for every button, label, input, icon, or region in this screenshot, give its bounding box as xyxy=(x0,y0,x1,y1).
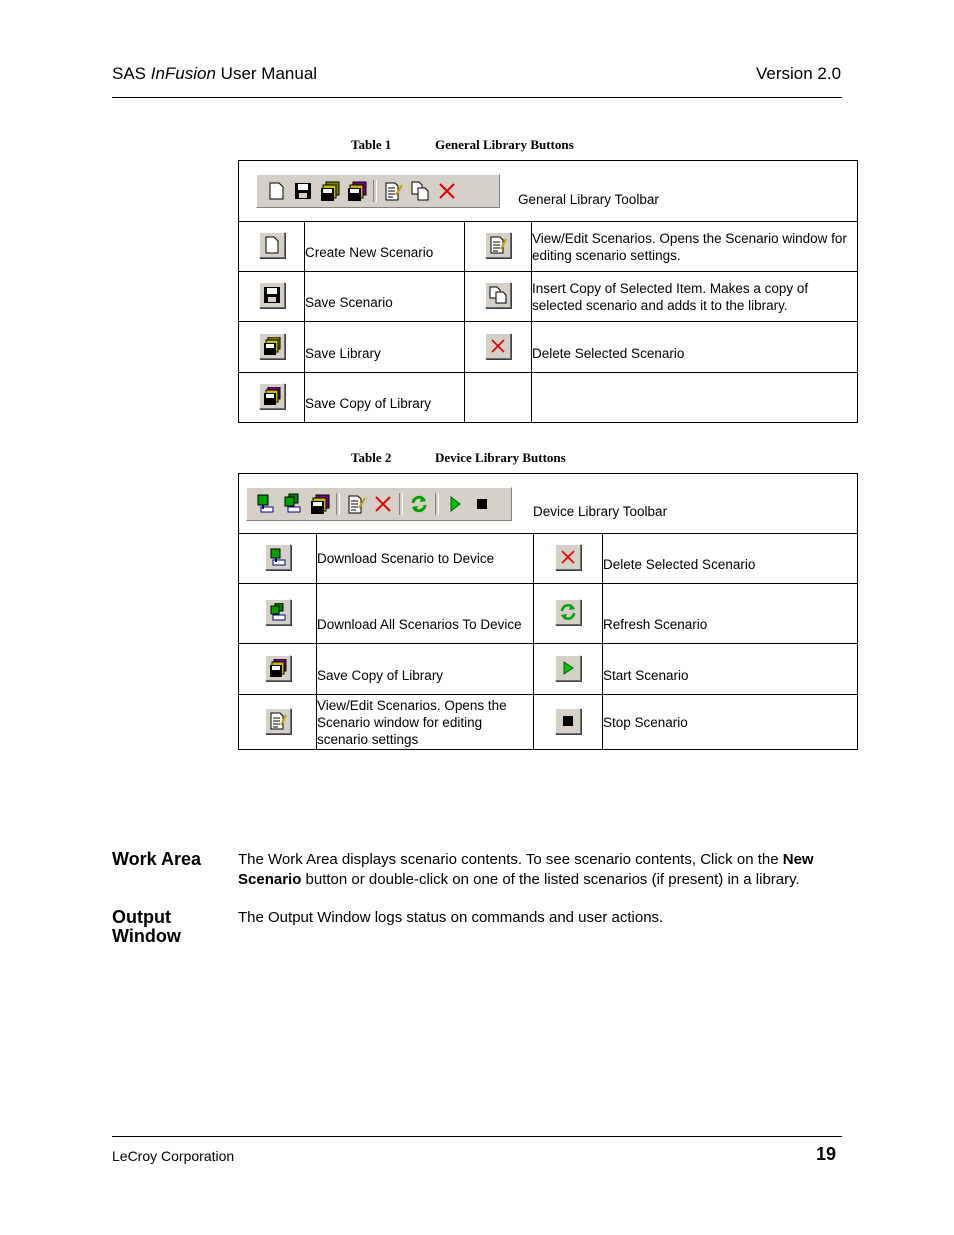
delete-selected-text: Delete Selected Scenario xyxy=(603,534,858,584)
new-scenario-icon[interactable] xyxy=(265,180,287,202)
general-library-toolbar[interactable] xyxy=(256,174,500,208)
view-edit-icon[interactable] xyxy=(265,708,291,734)
delete-icon[interactable] xyxy=(555,544,581,570)
save-icon[interactable] xyxy=(259,282,285,308)
stop-scenario-text: Stop Scenario xyxy=(603,695,858,750)
header-title: SAS InFusion User Manual xyxy=(112,64,318,83)
footer-rule xyxy=(112,1136,842,1137)
output-window-heading: Output Window xyxy=(112,907,181,946)
insert-copy-icon[interactable] xyxy=(485,282,511,308)
device-toolbar-label: Device Library Toolbar xyxy=(533,504,668,519)
page-number: 19 xyxy=(816,1144,837,1164)
create-new-scenario-text: Create New Scenario xyxy=(305,222,465,272)
view-edit-scenarios-text: View/Edit Scenarios. Opens the Scenario window for editing scenario settings xyxy=(317,695,534,750)
refresh-scenario-text: Refresh Scenario xyxy=(603,584,858,644)
header-version: Version 2.0 xyxy=(756,64,842,83)
new-scenario-icon[interactable] xyxy=(259,232,285,258)
start-scenario-text: Start Scenario xyxy=(603,644,858,695)
table-row xyxy=(239,272,858,322)
work-area-heading: Work Area xyxy=(112,849,202,869)
general-toolbar-label: General Library Toolbar xyxy=(518,191,659,207)
table1-title: General Library Buttons xyxy=(435,137,574,152)
toolbar-separator xyxy=(336,493,340,515)
save-copy-library-icon[interactable] xyxy=(259,383,285,409)
output-window-body: The Output Window logs status on commands and user actions. xyxy=(238,909,664,926)
save-scenario-text: Save Scenario xyxy=(305,272,465,322)
toolbar-separator xyxy=(435,493,439,515)
table2-number: Table 2 xyxy=(351,450,392,465)
save-copy-library-icon[interactable] xyxy=(309,493,331,515)
save-icon[interactable] xyxy=(292,180,314,202)
save-library-icon[interactable] xyxy=(319,180,341,202)
download-scenario-icon[interactable] xyxy=(265,544,291,570)
download-all-icon[interactable] xyxy=(265,599,291,625)
table-row xyxy=(239,222,858,272)
save-copy-library-text: Save Copy of Library xyxy=(305,373,465,423)
table-row xyxy=(239,695,858,750)
stop-icon[interactable] xyxy=(555,708,581,734)
save-library-icon[interactable] xyxy=(259,333,285,359)
download-scenario-text: Download Scenario to Device xyxy=(317,534,534,584)
start-icon[interactable] xyxy=(555,655,581,681)
start-icon[interactable] xyxy=(444,493,466,515)
download-all-text: Download All Scenarios To Device xyxy=(317,584,534,644)
work-area-body: The Work Area displays scenario contents. To see scenario contents, Click on the New Scenario button or double-click on one of the listed scenarios (if present) in a library. xyxy=(238,851,814,888)
refresh-icon[interactable] xyxy=(555,599,581,625)
table-row xyxy=(239,534,858,584)
delete-icon[interactable] xyxy=(485,333,511,359)
insert-copy-text: Insert Copy of Selected Item. Makes a copy of selected scenario and adds it to the library. xyxy=(532,272,858,322)
delete-selected-text: Delete Selected Scenario xyxy=(532,322,858,373)
view-edit-icon[interactable] xyxy=(485,232,511,258)
view-edit-icon[interactable] xyxy=(382,180,404,202)
table-row xyxy=(239,373,858,423)
save-library-text: Save Library xyxy=(305,322,465,373)
device-library-table xyxy=(238,473,858,750)
header-rule xyxy=(112,97,842,98)
toolbar-separator xyxy=(399,493,403,515)
view-edit-scenarios-text: View/Edit Scenarios. Opens the Scenario window for editing scenario settings. xyxy=(532,222,858,272)
delete-icon[interactable] xyxy=(436,180,458,202)
save-copy-library-text: Save Copy of Library xyxy=(317,644,534,695)
device-toolbar-row xyxy=(239,474,858,534)
table1-number: Table 1 xyxy=(351,137,392,152)
table-row xyxy=(239,322,858,373)
table2-title: Device Library Buttons xyxy=(435,450,566,465)
table-row xyxy=(239,644,858,695)
save-copy-library-icon[interactable] xyxy=(346,180,368,202)
view-edit-icon[interactable] xyxy=(345,493,367,515)
general-library-table xyxy=(238,160,858,423)
device-library-toolbar[interactable] xyxy=(246,487,512,521)
refresh-icon[interactable] xyxy=(408,493,430,515)
insert-copy-icon[interactable] xyxy=(409,180,431,202)
save-copy-library-icon[interactable] xyxy=(265,655,291,681)
download-all-icon[interactable] xyxy=(282,493,304,515)
delete-icon[interactable] xyxy=(372,493,394,515)
table-row xyxy=(239,584,858,644)
general-toolbar-row xyxy=(239,161,858,222)
download-scenario-icon[interactable] xyxy=(255,493,277,515)
toolbar-separator xyxy=(373,180,377,202)
stop-icon[interactable] xyxy=(471,493,493,515)
footer-company: LeCroy Corporation xyxy=(112,1148,235,1164)
